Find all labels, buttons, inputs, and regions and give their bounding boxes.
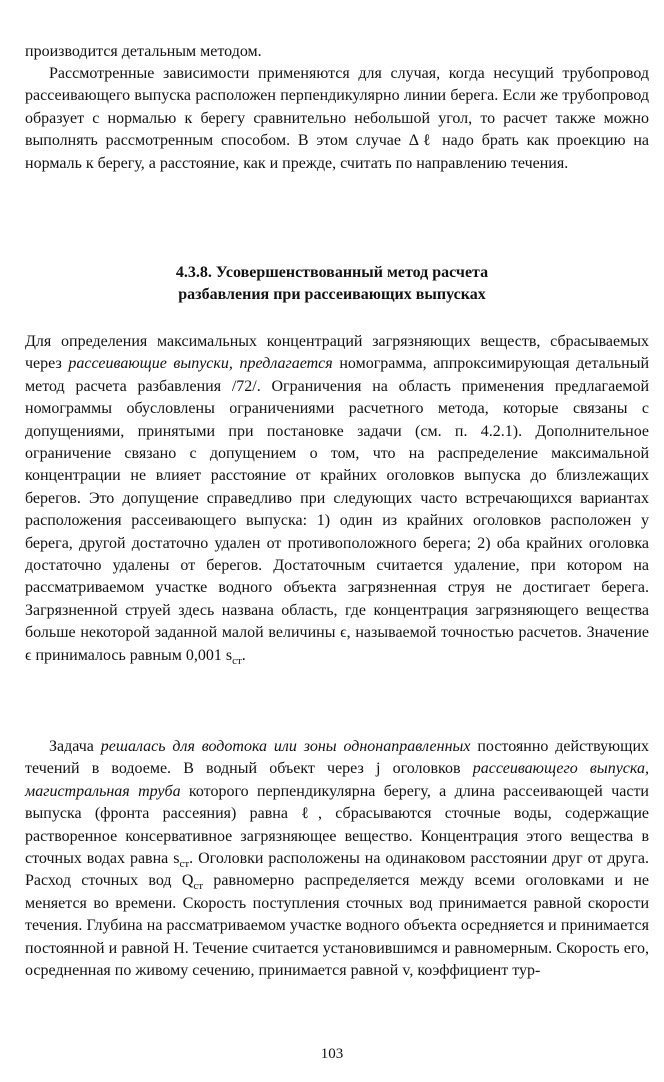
paragraph-nomogram	[25, 331, 649, 667]
text-run: постоянно действующих течений в водоеме. В водный объект через j оголовков	[25, 738, 650, 778]
paragraph-problem-statement	[25, 736, 649, 982]
text-run: Для определения максимальных концентраций загрязняющих веществ, сбрасываемых через	[25, 333, 649, 373]
text-run: равномерно распределяется между всеми оголовками и не меняется во времени. Скорость поступления сточных вод принимается равной скорости течения. Глубина на рассматриваемом участке водного объекта осредняется и принимается постоянной и равной H. Течение считается установившимся и равномерным. Скорость его, осредненная по живому сечению, принимается равной v, коэффициент тур-	[25, 872, 649, 980]
section-heading-line-2: разбавления при рассеивающих выпусках	[178, 286, 486, 303]
subscript: ст	[179, 858, 190, 871]
text-run: которого перпендикулярна берегу, а длина рассеивающей части выпуска (фронта рассеяния) равна ℓ, сбрасываются сточные воды, содержащие растворенное консервативное загрязняющее вещество. Концентрация этого вещества в сточных водах равна s	[25, 782, 649, 868]
paragraph-applicability: Рассмотренные зависимости применяются для случая, когда несущий трубопровод рассеивающего выпуска расположен перпендикулярно линии берега. Если же трубопровод образует с нормалью к берегу сравнительно небольшой угол, то расчет также можно выполнять рассмотренным способом. В этом случае Δℓ надо брать как проекцию на нормаль к берегу, а расстояние, как и прежде, считать по направлению течения.	[25, 65, 649, 172]
subscript: ст	[193, 880, 204, 893]
italic-run: рассеивающие выпуски, предлагается	[68, 355, 333, 373]
italic-run: рассеивающего выпуска, магистральная труба	[25, 760, 649, 800]
italic-run: решалась для водотока или зоны однонаправленных	[100, 738, 471, 755]
page-number: 103	[320, 1046, 344, 1062]
text-run: номограмма, аппроксимирующая детальный метод расчета разбавления /72/. Ограничения на область применения предлагаемой номограммы обусловлены ограничениями расчетного метода, которые связаны с допущениями, принятыми при постановке задачи (см. п. 4.2.1). Дополнительное ограничение связано с допущением о том, что на распределение максимальной концентрации не влияет расстояние от крайних оголовков выпуска до близлежащих берегов. Это допущение справедливо при следующих часто встречающихся вариантах расположения рассеивающего выпуска: 1) один из крайних оголовков расположен у берега, другой достаточно удален от противоположного берега; 2) оба крайних оголовка достаточно удалены от берегов. Достаточным считается удаление, при котором на рассматриваемом участке водного объекта загрязненная струя не достигает берега. Загрязненной струей здесь названа область, где концентрация загрязняющего вещества больше некоторой заданной малой величины ϵ, называемой точностью расчетов. Значение ϵ принималось равным 0,001 s	[25, 355, 650, 664]
section-heading-line-1: 4.3.8. Усовершенствованный метод расчета	[175, 264, 489, 281]
section-heading	[100, 262, 564, 306]
text-run: Задача	[49, 738, 101, 755]
subscript: ст	[232, 654, 242, 667]
text-run: . Оголовки расположены на одинаковом расстоянии друг от друга. Расход сточных вод Q	[25, 850, 649, 890]
paragraph-continuation: производится детальным методом.	[25, 43, 262, 60]
text-run: .	[241, 646, 246, 664]
